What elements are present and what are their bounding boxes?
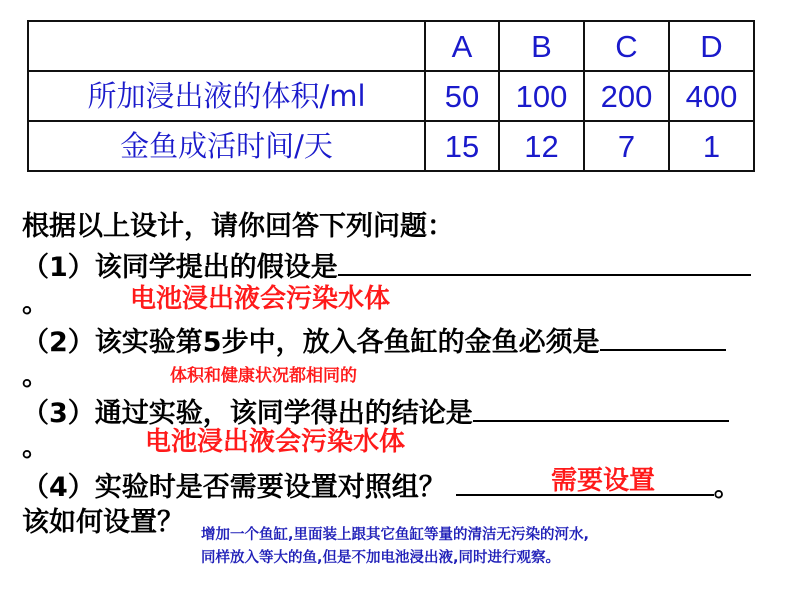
note-line: 同样放入等大的鱼,但是不加电池浸出液,同时进行观察。 <box>201 550 561 566</box>
control-group-explanation <box>201 524 589 570</box>
question-1-period: 。 <box>22 288 49 319</box>
answer-blank <box>473 396 729 422</box>
answer-2: 体积和健康状况都相同的 <box>170 366 357 386</box>
question-2-period: 。 <box>22 361 49 392</box>
question-number: （3） <box>22 398 95 429</box>
table-cell: 7 <box>584 121 669 171</box>
answer-blank <box>338 250 751 276</box>
row-label: 所加浸出液的体积/ml <box>28 71 425 121</box>
table-row <box>28 71 754 121</box>
question-4-period: 。 <box>713 472 741 503</box>
answer-4: 需要设置 <box>551 466 656 496</box>
header-empty-cell <box>28 21 425 71</box>
table-cell: 50 <box>425 71 499 121</box>
question-3-period: 。 <box>22 432 49 463</box>
table-cell: 400 <box>669 71 754 121</box>
question-number: （2） <box>22 327 95 358</box>
intro-text: 根据以上设计，请你回答下列问题： <box>22 211 454 242</box>
column-header: D <box>669 21 754 71</box>
row-label: 金鱼成活时间/天 <box>28 121 425 171</box>
table-row <box>28 121 754 171</box>
question-number: （1） <box>22 252 95 283</box>
table-cell: 200 <box>584 71 669 121</box>
answer-blank <box>600 325 726 351</box>
question-text: 该实验第5步中，放入各鱼缸的金鱼必须是 <box>94 327 600 358</box>
question-3 <box>22 396 729 427</box>
question-1 <box>22 250 751 281</box>
question-2 <box>22 325 726 356</box>
question-number: （4） <box>22 472 95 503</box>
table-cell: 100 <box>499 71 584 121</box>
table-cell: 15 <box>425 121 499 171</box>
table-header-row <box>28 21 754 71</box>
experiment-table <box>27 20 755 172</box>
answer-3: 电池浸出液会污染水体 <box>145 427 406 457</box>
column-header: B <box>499 21 584 71</box>
note-line: 增加一个鱼缸,里面装上跟其它鱼缸等量的清洁无污染的河水, <box>201 527 590 543</box>
column-header: A <box>425 21 499 71</box>
question-text: 实验时是否需要设置对照组？ <box>94 472 446 503</box>
table-cell: 12 <box>499 121 584 171</box>
question-text: 该同学提出的假设是 <box>94 252 338 283</box>
question-4-followup: 该如何设置？ <box>22 507 184 538</box>
question-text: 通过实验，该同学得出的结论是 <box>94 398 473 429</box>
table-cell: 1 <box>669 121 754 171</box>
column-header: C <box>584 21 669 71</box>
answer-1: 电池浸出液会污染水体 <box>130 284 391 314</box>
